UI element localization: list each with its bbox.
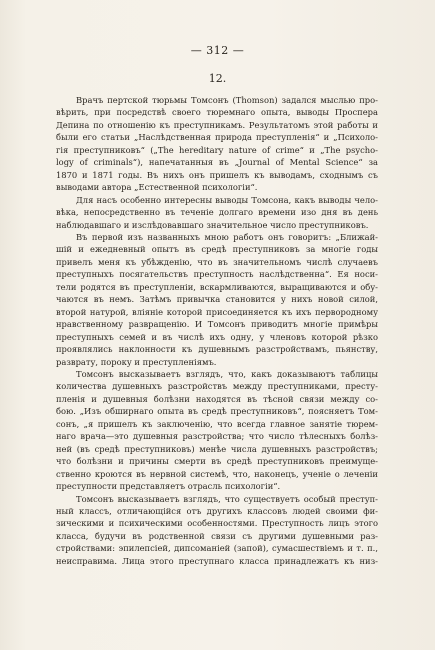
text-line: гія преступниковъ“ („The hereditary nature of crime“ и „The psycho- xyxy=(56,144,378,155)
text-line: наго врача—это душевныя разстройства; что число тѣлесныхъ болѣз- xyxy=(56,431,378,442)
text-line: 1870 и 1871 годы. Въ нихъ онъ пришелъ къ выводамъ, сходнымъ съ xyxy=(56,169,378,180)
text-line: Депина по отношенію къ преступникамъ. Результатомъ этой работы и xyxy=(56,119,378,130)
text-line: что болѣзни и причины смерти въ средѣ преступниковъ преимуще- xyxy=(56,456,378,467)
text-line: пленія и душевныя болѣзни находятся въ тѣсной связи между со- xyxy=(56,393,378,404)
paragraph xyxy=(56,368,378,493)
text-line: тели родятся въ преступленіи, вскармливаются, выращиваются и обу- xyxy=(56,281,378,292)
text-line: вѣка, непосредственно въ теченіе долгаго времени изо дня въ день xyxy=(56,207,378,218)
paragraph xyxy=(56,493,378,568)
page-body xyxy=(56,94,378,567)
text-line: преступныхъ семей и въ числѣ ихъ одну, у членовъ которой рѣзко xyxy=(56,331,378,342)
text-line: Для насъ особенно интересны выводы Томсона, какъ выводы чело- xyxy=(76,194,378,205)
text-line: преступности представляетъ отрасль психологіи“. xyxy=(56,481,281,492)
text-line: неисправима. Лица этого преступнаго класса принадлежатъ къ низ- xyxy=(56,555,378,566)
text-line: выводами автора „Естественной психологіи“. xyxy=(56,182,258,193)
text-line: ственно кроются въ нервной системѣ, что, наконецъ, ученіе о леченіи xyxy=(56,468,378,479)
text-line: logy of criminals“), напечатанныя въ „Journal of Mental Science“ за xyxy=(56,157,378,168)
text-line: были его статьи „Наслѣдственная природа преступленія“ и „Психоло- xyxy=(56,132,378,143)
text-line: преступныхъ посягательствъ преступность наслѣдственна“. Ея носи- xyxy=(56,269,378,280)
text-line: Томсонъ высказываетъ взглядъ, что, какъ доказываютъ таблицы xyxy=(76,368,378,379)
page-number: — 312 — xyxy=(190,44,245,57)
text-line: количества душевныхъ разстройствъ между преступниками, престу- xyxy=(56,381,378,392)
text-line: класса, будучи въ родственной связи съ другими душевными раз- xyxy=(56,530,378,541)
text-line: проявлялись наклонности къ душевнымъ разстройствамъ, пьянству, xyxy=(56,344,378,355)
text-line: второй натурой, вліяніе которой присоединяется къ ихъ первородному xyxy=(56,306,378,317)
text-line: наблюдавшаго и изслѣдовавшаго значительное число преступниковъ. xyxy=(56,219,369,230)
text-line: Врачъ пертской тюрьмы Томсонъ (Thomson) задался мыслью про- xyxy=(76,95,378,105)
text-line: ней (въ средѣ преступниковъ) менѣе числа душевныхъ разстройствъ; xyxy=(56,443,378,454)
text-line: зическими и психическими особенностями. Преступность лицъ этого xyxy=(56,518,378,529)
text-line: шій и ежедневный опытъ въ средѣ преступниковъ за многіе годы xyxy=(56,244,378,255)
text-line: Въ первой изъ названныхъ мною работъ онъ говоритъ: „Ближай- xyxy=(76,231,378,242)
text-line: сонъ, „я пришелъ къ заключенію, что всегда главное занятіе тюрем- xyxy=(56,418,378,429)
text-line: Томсонъ высказываетъ взглядъ, что существуетъ особый преступ- xyxy=(76,493,378,504)
text-line: чаются въ немъ. Затѣмъ привычка становится у нихъ новой силой, xyxy=(56,294,378,305)
section-number: 12. xyxy=(208,72,227,85)
text-line: стройствами: эпилепсіей, дипсоманіей (запой), сумасшествіемъ и т. п., xyxy=(56,543,378,554)
paragraph xyxy=(56,94,378,194)
text-line: привелъ меня къ убѣжденію, что въ значительномъ числѣ случаевъ xyxy=(56,256,378,267)
text-line: разврату, пороку и преступленіямъ. xyxy=(56,356,217,367)
paragraph xyxy=(56,231,378,368)
text-line: вѣрить, при посредствѣ своего тюремнаго опыта, выводы Проспера xyxy=(56,107,378,118)
text-line: бою. „Изъ обширнаго опыта въ средѣ преступниковъ“, поясняетъ Том- xyxy=(56,406,378,417)
text-line: ный классъ, отличающійся отъ другихъ классовъ людей своими фи- xyxy=(56,505,378,516)
text-line: нравственному развращенію. И Томсонъ приводитъ многіе примѣры xyxy=(56,319,378,330)
paragraph xyxy=(56,194,378,231)
